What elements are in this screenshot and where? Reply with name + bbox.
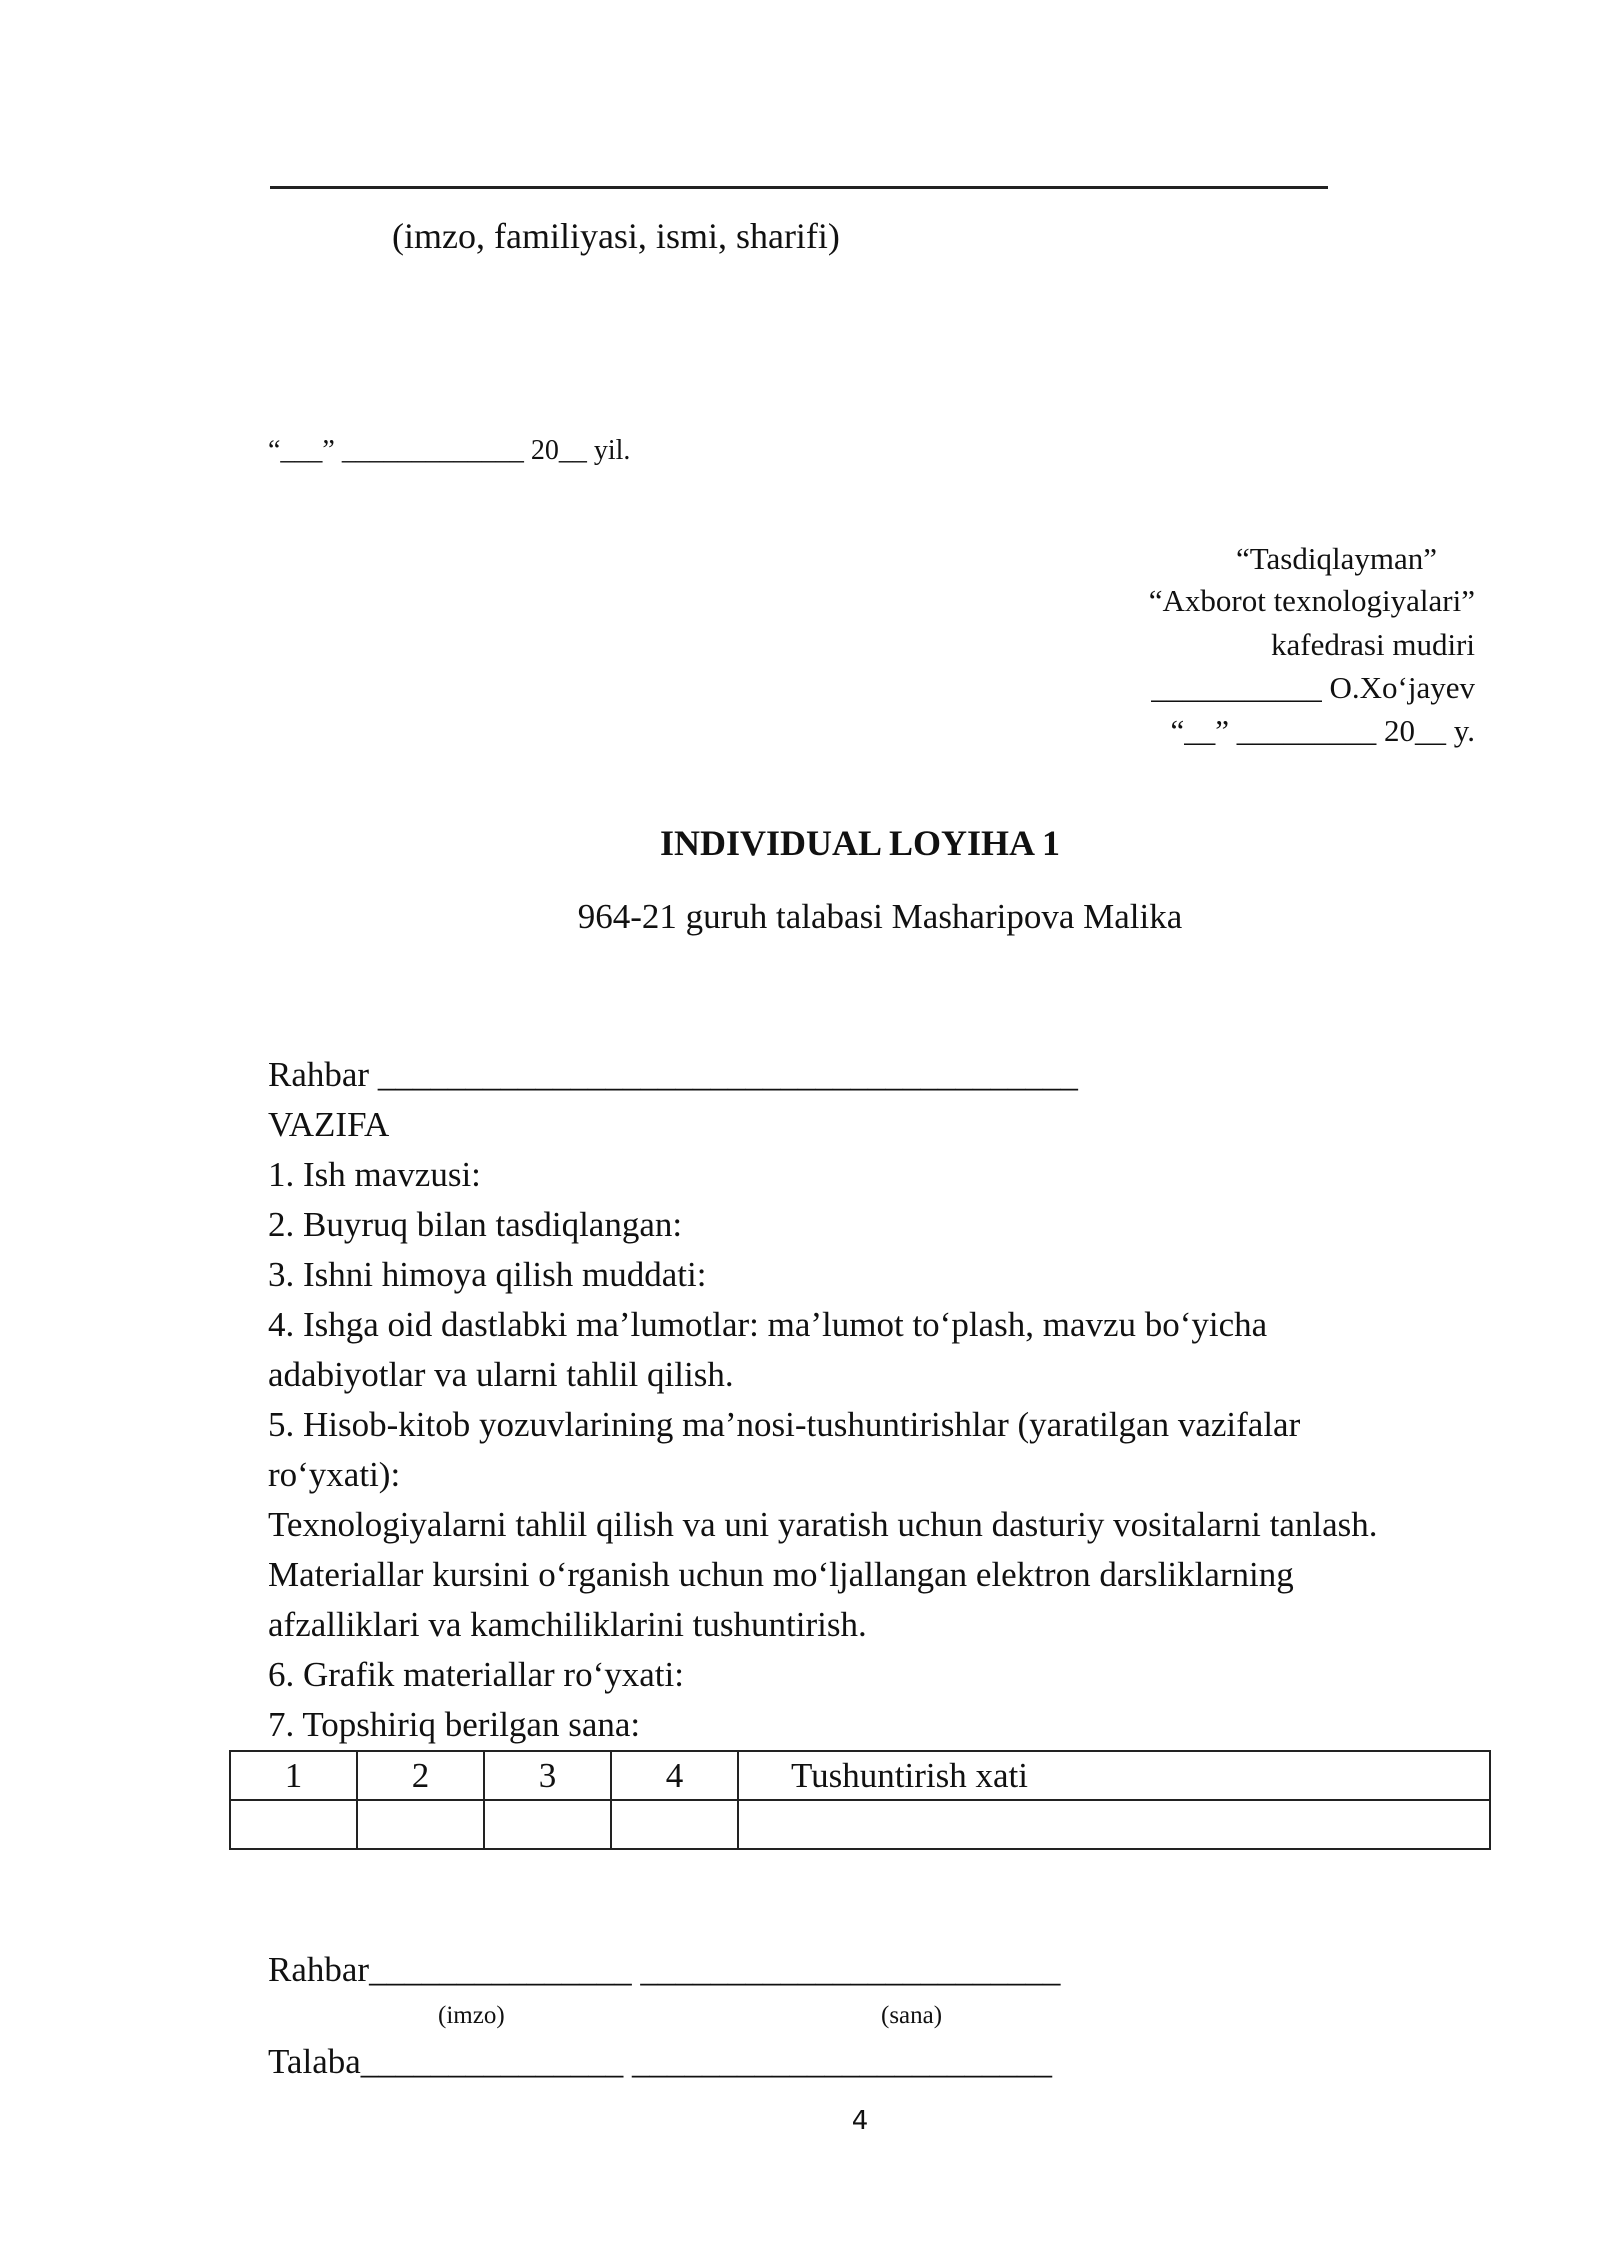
talaba-signature-line: Talaba_______________ ________________________ [268, 2042, 1053, 2081]
approval-line-1: “Tasdiqlayman” [1236, 541, 1437, 576]
approval-line-5: “__” _________ 20__ y. [1170, 713, 1475, 748]
task-item-4: 4. Ishga oid dastlabki ma’lumotlar: ma’lumot to‘plash, mavzu bo‘yicha [268, 1305, 1268, 1344]
task-item-5-detail-1: Texnologiyalarni tahlil qilish va uni yaratish uchun dasturiy vositalarni tanlash. [268, 1505, 1378, 1544]
task-body [268, 1050, 1508, 1750]
date-line: “___” _____________ 20__ yil. [268, 435, 631, 466]
task-item-3: 3. Ishni himoya qilish muddati: [268, 1255, 707, 1294]
task-item-6: 6. Grafik materiallar ro‘yxati: [268, 1655, 684, 1694]
table-cell [484, 1800, 611, 1849]
table-cell [357, 1800, 484, 1849]
document-subtitle: 964-21 guruh talabasi Masharipova Malika [577, 897, 1183, 936]
sana-caption: (sana) [881, 2002, 943, 2029]
document-title: INDIVIDUAL LOYIHA 1 [659, 823, 1061, 863]
task-item-2: 2. Buyruq bilan tasdiqlangan: [268, 1205, 683, 1244]
table-row [230, 1800, 1490, 1849]
signature-caption: (imzo, familiyasi, ismi, sharifi) [392, 216, 840, 256]
task-item-5-cont: ro‘yxati): [268, 1455, 401, 1494]
task-table [229, 1750, 1491, 1850]
task-item-5-detail-3: afzalliklari va kamchiliklarini tushuntirish. [268, 1605, 867, 1644]
rahbar-signature-line: Rahbar_______________ ________________________ [268, 1950, 1061, 1989]
task-item-1: 1. Ish mavzusi: [268, 1155, 481, 1194]
rahbar-line: Rahbar ________________________________________ [268, 1055, 1078, 1094]
table-header-cell: 1 [230, 1751, 357, 1800]
table-header-cell: Tushuntirish xati [738, 1751, 1490, 1800]
table-header-cell: 3 [484, 1751, 611, 1800]
task-item-5-detail-2: Materiallar kursini o‘rganish uchun mo‘ljallangan elektron darsliklarning [268, 1555, 1294, 1594]
signature-line [270, 186, 1328, 189]
task-item-7: 7. Topshiriq berilgan sana: [268, 1705, 641, 1744]
table-header-row [230, 1751, 1490, 1800]
table-cell [230, 1800, 357, 1849]
approval-line-3: kafedrasi mudiri [1270, 627, 1475, 662]
imzo-caption: (imzo) [438, 2002, 505, 2029]
approval-line-2: “Axborot texnologiyalari” [1148, 583, 1475, 618]
table-header-cell: 2 [357, 1751, 484, 1800]
table-header-cell: 4 [611, 1751, 738, 1800]
task-item-4-cont: adabiyotlar va ularni tahlil qilish. [268, 1355, 734, 1394]
table-cell [611, 1800, 738, 1849]
task-item-5: 5. Hisob-kitob yozuvlarining ma’nosi-tushuntirishlar (yaratilgan vazifalar [268, 1405, 1301, 1444]
table-cell [738, 1800, 1490, 1849]
approval-line-4: ___________ O.Xo‘jayev [1151, 670, 1475, 705]
page-number: 4 [851, 2106, 869, 2136]
vazifa-heading: VAZIFA [268, 1105, 390, 1144]
